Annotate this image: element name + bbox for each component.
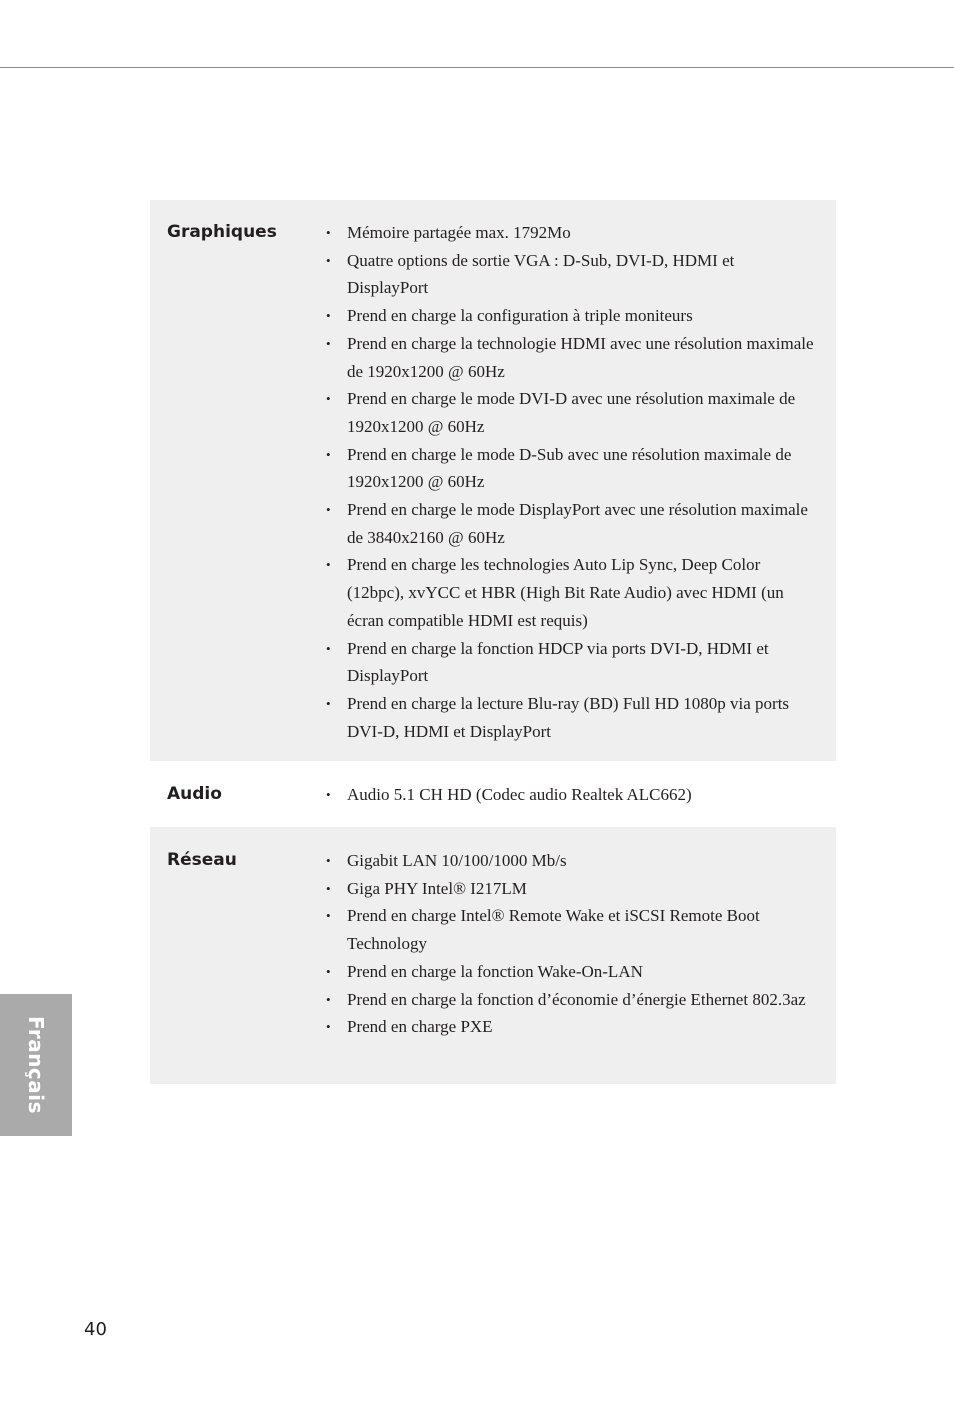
spec-label: Graphiques	[167, 222, 277, 242]
spec-list	[326, 781, 816, 827]
list-item: • Prend en charge la lecture Blu-ray (BD) Full HD 1080p via ports DVI-D, HDMI et DisplayPort	[326, 690, 816, 745]
list-item: • Prend en charge le mode D-Sub avec une résolution maximale de 1920x1200 @ 60Hz	[326, 441, 816, 496]
language-side-tab	[0, 994, 72, 1136]
list-item: • Prend en charge la fonction HDCP via ports DVI-D, HDMI et DisplayPort	[326, 635, 816, 690]
spec-list	[326, 219, 816, 761]
header-rule	[0, 67, 954, 68]
list-item: • Prend en charge la fonction d’économie d’énergie Ethernet 802.3az	[326, 986, 816, 1014]
list-item: • Prend en charge Intel® Remote Wake et iSCSI Remote Boot Technology	[326, 902, 816, 957]
spec-list	[326, 847, 816, 1084]
list-item: • Prend en charge la technologie HDMI avec une résolution maximale de 1920x1200 @ 60Hz	[326, 330, 816, 385]
spec-label: Audio	[167, 784, 222, 804]
list-item: • Mémoire partagée max. 1792Mo	[326, 219, 816, 247]
page-number: 40	[84, 1319, 107, 1340]
list-item: • Giga PHY Intel® I217LM	[326, 875, 816, 903]
spec-row-graphics	[150, 200, 836, 761]
spec-table	[150, 200, 836, 1084]
list-item: • Prend en charge les technologies Auto Lip Sync, Deep Color (12bpc), xvYCC et HBR (High Bit Rate Audio) avec HDMI (un écran compatible HDMI est requis)	[326, 551, 816, 634]
spec-row-network	[150, 827, 836, 1084]
list-item: • Prend en charge le mode DVI-D avec une résolution maximale de 1920x1200 @ 60Hz	[326, 385, 816, 440]
list-item: • Prend en charge la fonction Wake-On-LAN	[326, 958, 816, 986]
list-item: • Gigabit LAN 10/100/1000 Mb/s	[326, 847, 816, 875]
list-item: • Prend en charge la configuration à triple moniteurs	[326, 302, 816, 330]
list-item: • Prend en charge le mode DisplayPort avec une résolution maximale de 3840x2160 @ 60Hz	[326, 496, 816, 551]
list-item: • Audio 5.1 CH HD (Codec audio Realtek ALC662)	[326, 781, 816, 809]
list-item: • Prend en charge PXE	[326, 1013, 816, 1041]
list-item: • Quatre options de sortie VGA : D-Sub, DVI-D, HDMI et DisplayPort	[326, 247, 816, 302]
language-tab-label: Français	[24, 1015, 48, 1115]
spec-row-audio	[150, 761, 836, 827]
spec-label: Réseau	[167, 850, 237, 870]
